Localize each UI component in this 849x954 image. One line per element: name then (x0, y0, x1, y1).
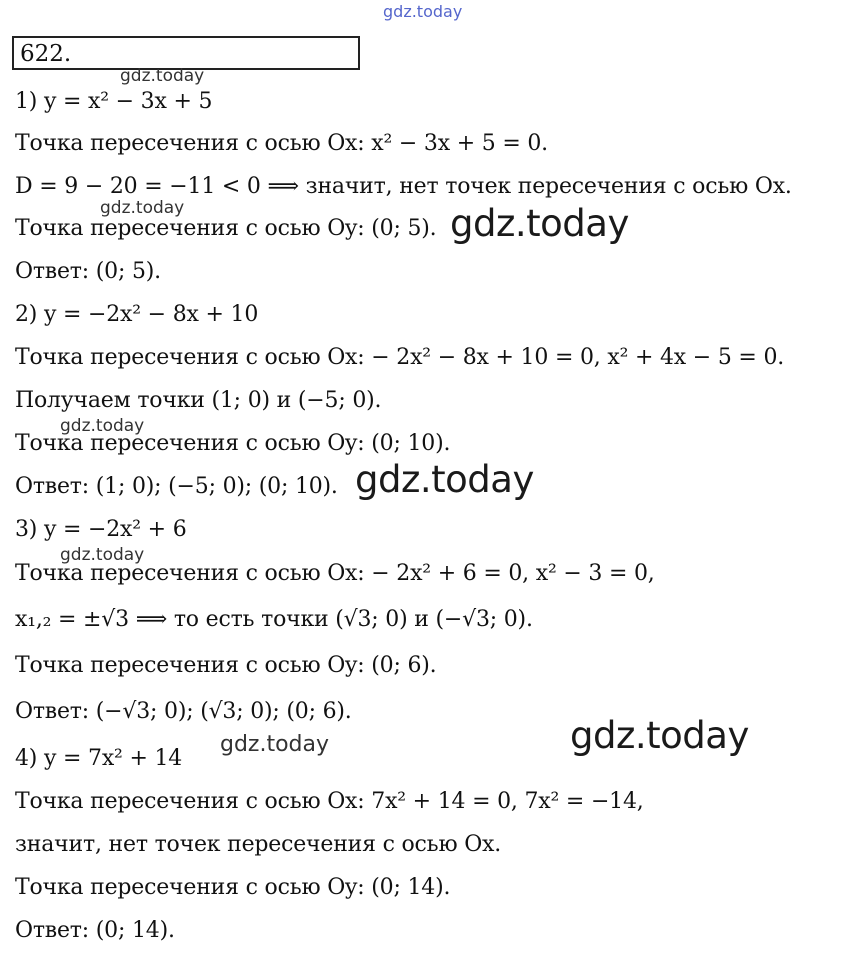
solution-line: D = 9 − 20 = −11 < 0 ⟹ значит, нет точек пересечения с осью Ox. (15, 174, 792, 199)
solution-line-4-heading: 4) y = 7x² + 14 (15, 746, 183, 771)
watermark: gdz.today (450, 202, 629, 245)
answer-line-4: Ответ: (0; 14). (15, 918, 175, 943)
watermark: gdz.today (220, 732, 330, 757)
watermark: gdz.today (60, 545, 145, 565)
solution-line: Точка пересечения с осью Ox: − 2x² − 8x + 10 = 0, x² + 4x − 5 = 0. (15, 345, 785, 370)
solution-line: Точка пересечения с осью Oy: (0; 14). (15, 875, 451, 900)
solution-line: Точка пересечения с осью Ox: x² − 3x + 5 = 0. (15, 131, 548, 156)
solution-line: Точка пересечения с осью Oy: (0; 6). (15, 653, 437, 678)
watermark: gdz.today (120, 66, 205, 86)
solution-line: x₁,₂ = ±√3 ⟹ то есть точки (√3; 0) и (−√3; 0). (15, 607, 533, 632)
solution-line: Получаем точки (1; 0) и (−5; 0). (15, 388, 382, 413)
watermark: gdz.today (60, 416, 145, 436)
solution-line: Точка пересечения с осью Ox: − 2x² + 6 = 0, x² − 3 = 0, (15, 561, 655, 586)
problem-number: 622. (20, 41, 72, 67)
watermark: gdz.today (383, 2, 463, 21)
solution-line-1-heading: 1) y = x² − 3x + 5 (15, 89, 213, 114)
solution-line: значит, нет точек пересечения с осью Ox. (15, 832, 502, 857)
solution-line: Точка пересечения с осью Oy: (0; 5). (15, 216, 437, 241)
watermark: gdz.today (355, 458, 534, 501)
solution-line-3-heading: 3) y = −2x² + 6 (15, 517, 187, 542)
watermark: gdz.today (570, 714, 749, 757)
answer-line-1: Ответ: (0; 5). (15, 259, 161, 284)
solution-line-2-heading: 2) y = −2x² − 8x + 10 (15, 302, 259, 327)
answer-line-2: Ответ: (1; 0); (−5; 0); (0; 10). (15, 474, 338, 499)
problem-number-box (12, 36, 360, 70)
solution-line: Точка пересечения с осью Oy: (0; 10). (15, 431, 451, 456)
watermark: gdz.today (100, 198, 185, 218)
answer-line-3: Ответ: (−√3; 0); (√3; 0); (0; 6). (15, 699, 352, 724)
solution-line: Точка пересечения с осью Ox: 7x² + 14 = 0, 7x² = −14, (15, 789, 644, 814)
